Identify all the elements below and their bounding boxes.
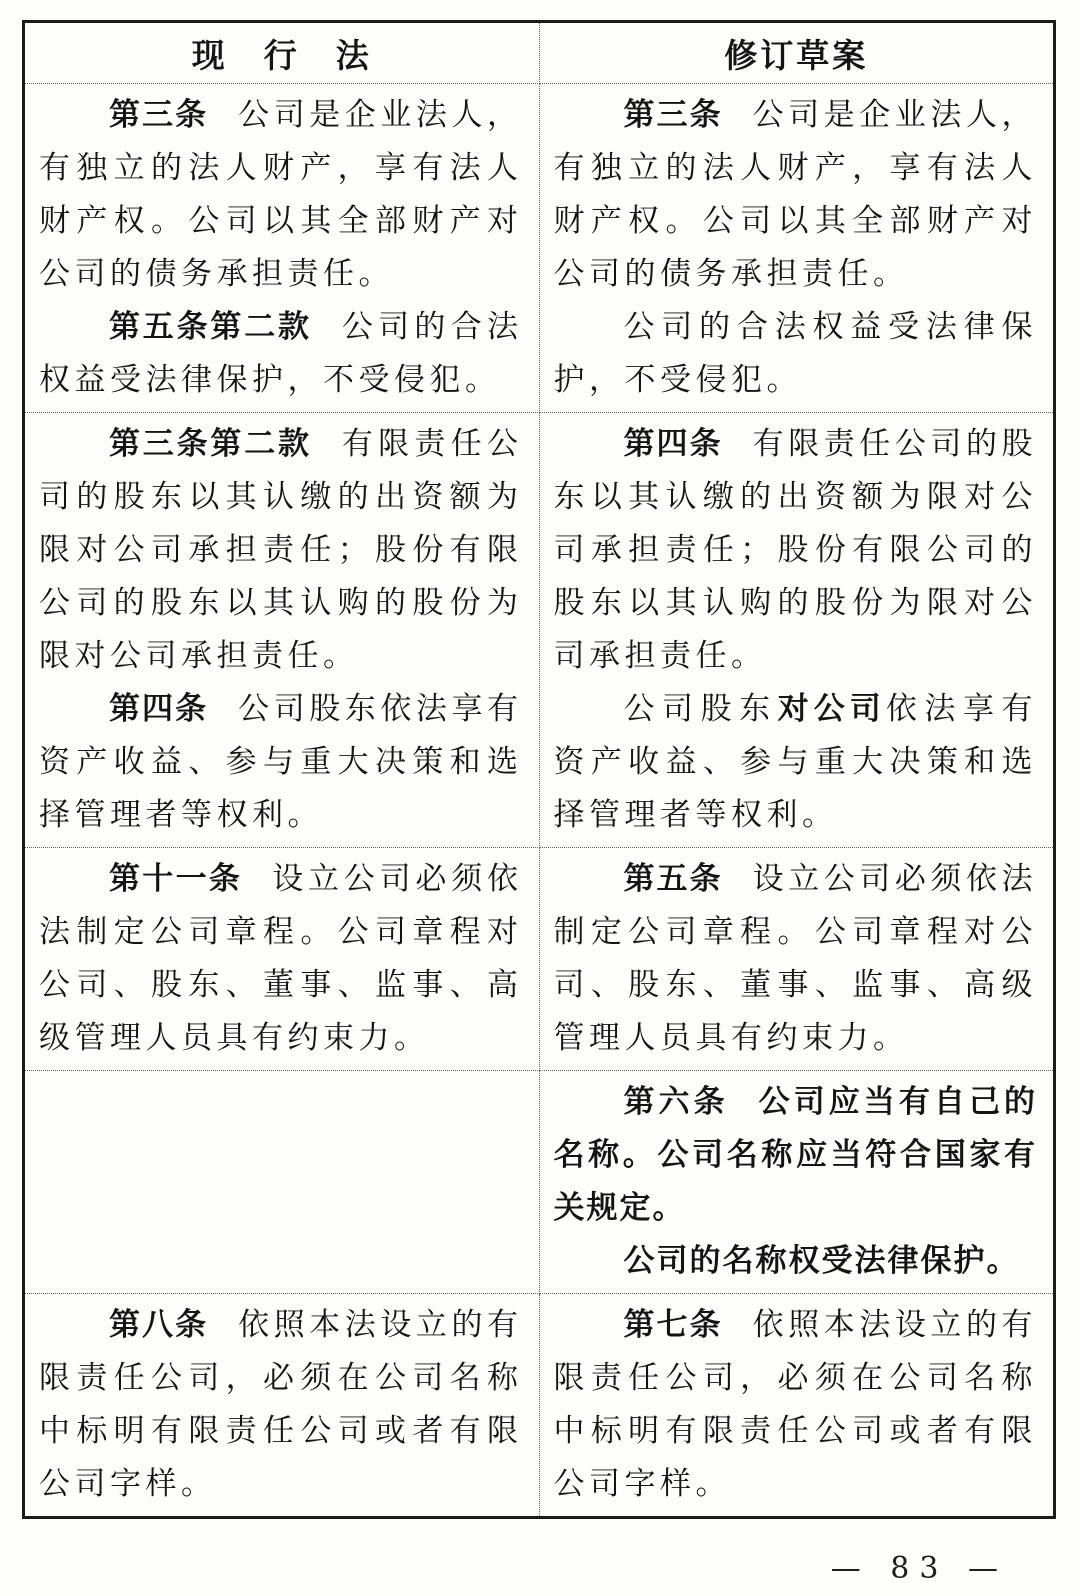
paragraph [554,853,1038,1065]
paragraph [554,89,1038,301]
paragraph [39,89,523,301]
header-row [24,22,1055,84]
current-law-header: 现 行 法 [24,22,540,84]
revised-draft-cell [539,848,1055,1071]
paragraph [554,418,1038,683]
paragraph [554,683,1038,842]
text-segment: 依法享有资产收益、参与重大决策和选择管理者等权利。 [553,691,1038,833]
article-label: 第四条 [623,426,723,462]
article-label: 第五条 [623,861,723,897]
table-row [24,413,1055,848]
text-segment: 有限责任公司的股东以其认缴的出资额为限对公司承担责任；股份有限公司的股东以其认购的股份为限对公司承担责任。 [39,426,523,674]
text-segment: 对公司 [777,691,886,727]
text-segment: 公司股东依法享有资产收益、参与重大决策和选择管理者等权利。 [39,691,523,833]
table-row [24,1294,1055,1518]
revised-draft-cell [539,1071,1055,1294]
current-law-cell [24,1071,540,1294]
paragraph [554,301,1038,407]
paragraph [39,301,523,407]
paragraph [554,1076,1038,1235]
article-label: 第八条 [109,1307,209,1343]
text-segment: 有限责任公司的股东以其认缴的出资额为限对公司承担责任；股份有限公司的股东以其认购的股份为限对公司承担责任。 [553,426,1038,674]
current-law-cell [24,84,540,413]
paragraph [39,683,523,842]
table-header [24,22,1055,84]
text-segment: 公司是企业法人，有独立的法人财产，享有法人财产权。公司以其全部财产对公司的债务承担责任。 [39,97,523,292]
current-law-cell [24,1294,540,1518]
article-label: 第五条第二款 [109,309,312,345]
paragraph [554,1235,1038,1288]
article-label: 第六条 [623,1084,729,1120]
table-row [24,84,1055,413]
page-number: — 83 — [830,1551,1008,1586]
text-segment: 公司股东 [623,691,778,727]
current-law-cell [24,848,540,1071]
revised-draft-cell [539,1294,1055,1518]
revised-draft-header: 修订草案 [539,22,1055,84]
paragraph [39,418,523,683]
revised-draft-cell [539,84,1055,413]
text-segment: 公司应当有自己的名称。公司名称应当符合国家有关规定。 [553,1084,1038,1226]
text-segment: 设立公司必须依法制定公司章程。公司章程对公司、股东、董事、监事、高级管理人员具有约束力。 [553,861,1038,1056]
paragraph [39,1299,523,1511]
text-segment: 公司是企业法人，有独立的法人财产，享有法人财产权。公司以其全部财产对公司的债务承担责任。 [553,97,1038,292]
revised-draft-cell [539,413,1055,848]
paragraph [39,853,523,1065]
law-comparison-table [22,20,1056,1519]
text-segment: 公司的合法权益受法律保护，不受侵犯。 [39,309,523,398]
article-label: 第七条 [623,1307,723,1343]
article-label: 第三条第二款 [109,426,312,462]
table-row [24,848,1055,1071]
article-label: 第三条 [109,97,209,133]
article-label: 第十一条 [109,861,243,897]
paragraph [554,1299,1038,1511]
text-segment: 依照本法设立的有限责任公司，必须在公司名称中标明有限责任公司或者有限公司字样。 [553,1307,1038,1502]
current-law-cell [24,413,540,848]
article-label: 第三条 [623,97,723,133]
text-segment: 依照本法设立的有限责任公司，必须在公司名称中标明有限责任公司或者有限公司字样。 [39,1307,523,1502]
text-segment: 设立公司必须依法制定公司章程。公司章程对公司、股东、董事、监事、高级管理人员具有约束力。 [39,861,523,1056]
article-label: 第四条 [109,691,209,727]
table-body [24,84,1055,1518]
text-segment: 公司的名称权受法律保护。 [623,1243,1020,1279]
table-row [24,1071,1055,1294]
text-segment: 公司的合法权益受法律保护，不受侵犯。 [553,309,1037,398]
